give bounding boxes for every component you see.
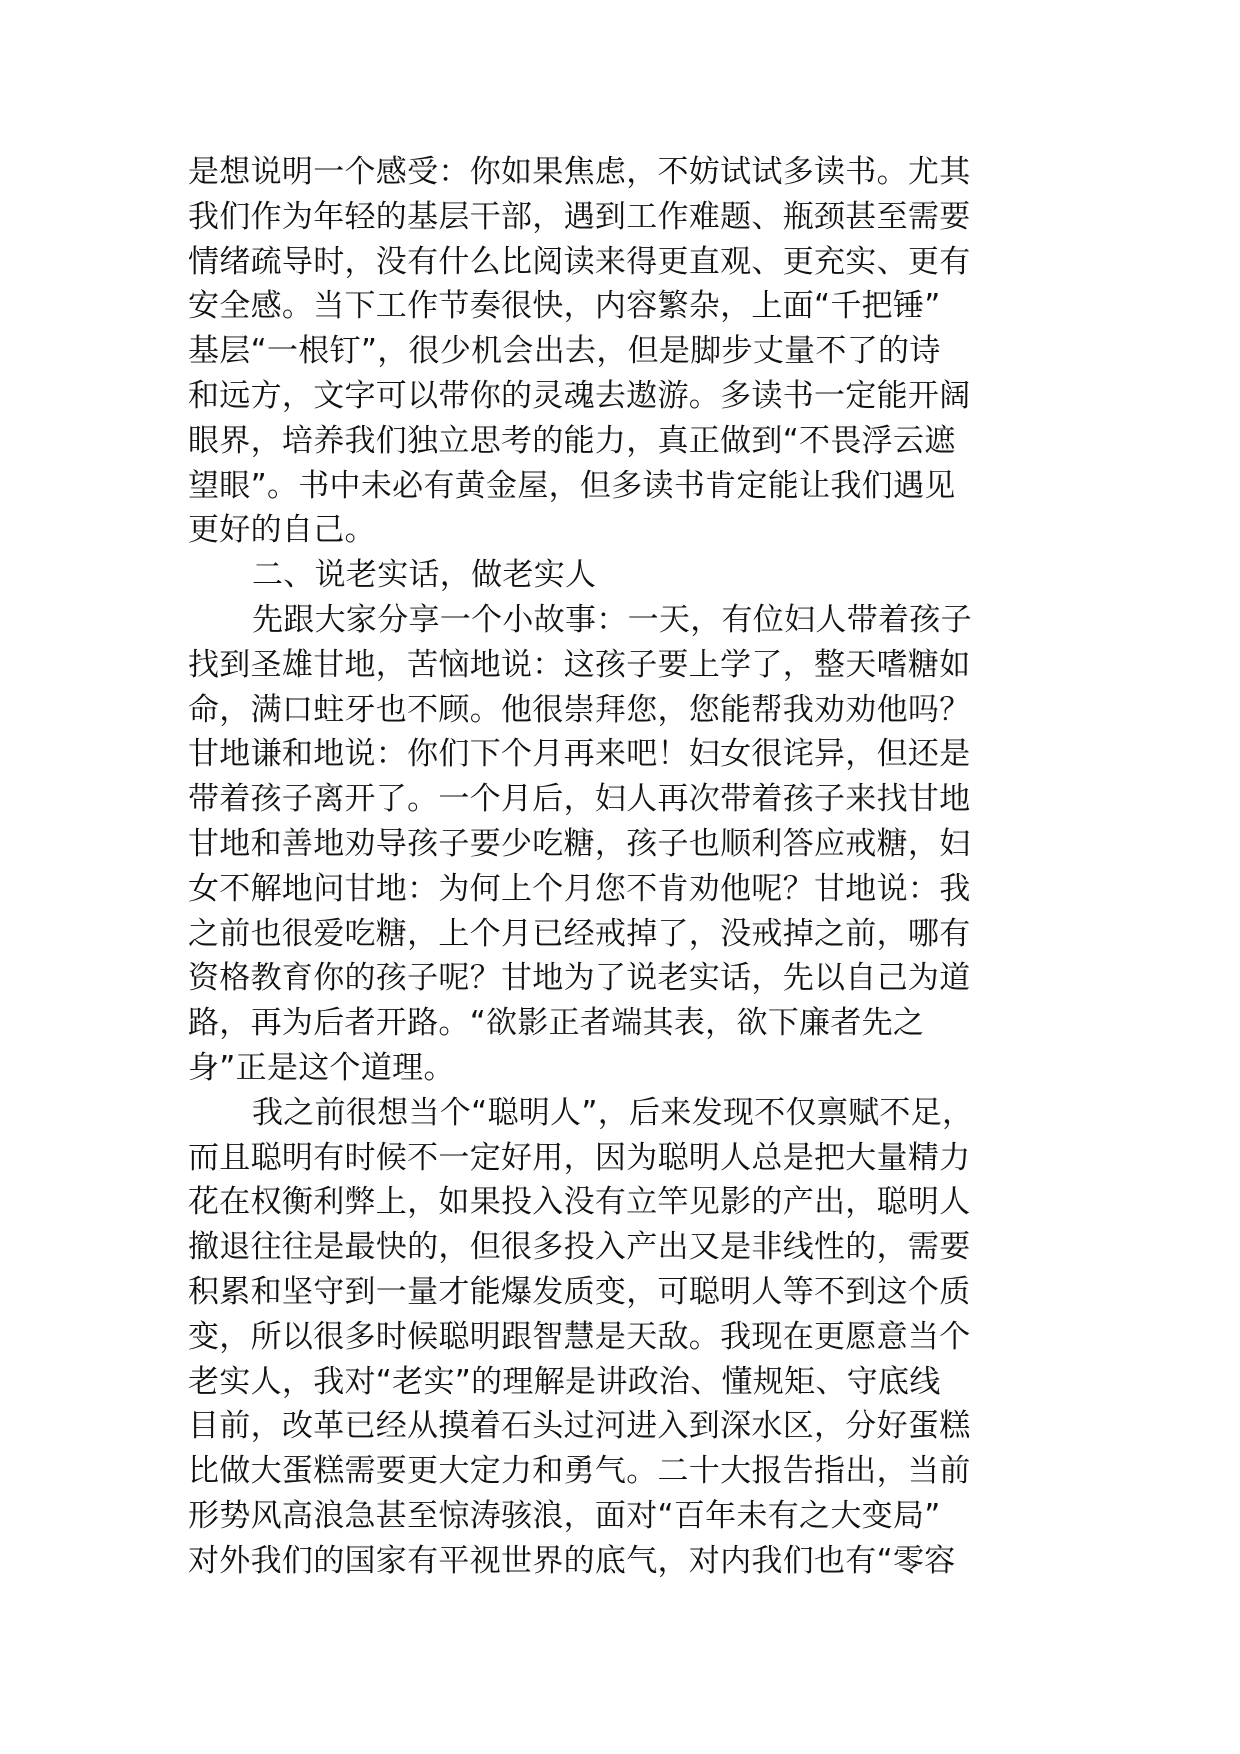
text-line: 撤退往往是最快的，但很多投入产出又是非线性的，需要 xyxy=(188,1229,971,1266)
text-line: 甘地谦和地说：你们下个月再来吧！妇女很诧异，但还是 xyxy=(188,736,971,773)
text-line: 是想说明一个感受：你如果焦虑，不妨试试多读书。尤其 xyxy=(188,154,971,190)
text-line: 找到圣雄甘地，苦恼地说：这孩子要上学了，整天嗜糖如 xyxy=(188,646,971,683)
text-line: 命，满口蛀牙也不顾。他很崇拜您，您能帮我劝劝他吗？ xyxy=(188,691,971,728)
text-line: 先跟大家分享一个小故事：一天，有位妇人带着孩子 xyxy=(252,601,972,638)
text-line: 甘地和善地劝导孩子要少吃糖，孩子也顺利答应戒糖，妇 xyxy=(188,825,971,862)
text-line: 身”正是这个道理。 xyxy=(188,1049,455,1086)
paragraph-3 xyxy=(188,1091,1068,1584)
text-line: 形势风高浪急甚至惊涛骇浪，面对“百年未有之大变局” xyxy=(188,1497,941,1534)
text-line: 变，所以很多时候聪明跟智慧是天敌。我现在更愿意当个 xyxy=(188,1318,971,1355)
text-line: 情绪疏导时，没有什么比阅读来得更直观、更充实、更有 xyxy=(188,243,971,280)
text-line: 老实人，我对“老实”的理解是讲政治、懂规矩、守底线 xyxy=(188,1363,941,1400)
text-line: 安全感。当下工作节奏很快，内容繁杂，上面“千把锤” xyxy=(188,288,941,325)
text-line: 之前也很爱吃糖，上个月已经戒掉了，没戒掉之前，哪有 xyxy=(188,915,971,952)
section-heading: 二、说老实话，做老实人 xyxy=(252,557,597,594)
text-line: 资格教育你的孩子呢？甘地为了说老实话，先以自己为道 xyxy=(188,960,971,997)
text-line: 路，再为后者开路。“欲影正者端其表，欲下廉者先之 xyxy=(188,1005,925,1042)
text-line: 和远方，文字可以带你的灵魂去遨游。多读书一定能开阔 xyxy=(188,377,971,414)
text-line: 女不解地问甘地：为何上个月您不肯劝他呢？甘地说：我 xyxy=(188,870,971,907)
text-line: 带着孩子离开了。一个月后，妇人再次带着孩子来找甘地 xyxy=(188,781,971,818)
text-line: 基层“一根钉”，很少机会出去，但是脚步丈量不了的诗 xyxy=(188,333,941,370)
text-line: 更好的自己。 xyxy=(188,512,376,549)
paragraph-1 xyxy=(188,150,1068,553)
paragraph-2 xyxy=(188,598,1068,1091)
document-body xyxy=(188,150,1068,1584)
text-line: 比做大蛋糕需要更大定力和勇气。二十大报告指出，当前 xyxy=(188,1453,971,1490)
text-line: 花在权衡利弊上，如果投入没有立竿见影的产出，聪明人 xyxy=(188,1184,971,1221)
text-line: 眼界，培养我们独立思考的能力，真正做到“不畏浮云遮 xyxy=(188,422,956,459)
text-line: 目前，改革已经从摸着石头过河进入到深水区，分好蛋糕 xyxy=(188,1408,971,1445)
text-line: 我之前很想当个“聪明人”，后来发现不仅禀赋不足， xyxy=(252,1094,974,1131)
text-line: 对外我们的国家有平视世界的底气，对内我们也有“零容 xyxy=(188,1542,956,1579)
text-line: 而且聪明有时候不一定好用，因为聪明人总是把大量精力 xyxy=(188,1139,971,1176)
text-line: 积累和坚守到一量才能爆发质变，可聪明人等不到这个质 xyxy=(188,1273,971,1310)
text-line: 望眼”。书中未必有黄金屋，但多读书肯定能让我们遇见 xyxy=(188,467,956,504)
text-line: 我们作为年轻的基层干部，遇到工作难题、瓶颈甚至需要 xyxy=(188,198,971,235)
